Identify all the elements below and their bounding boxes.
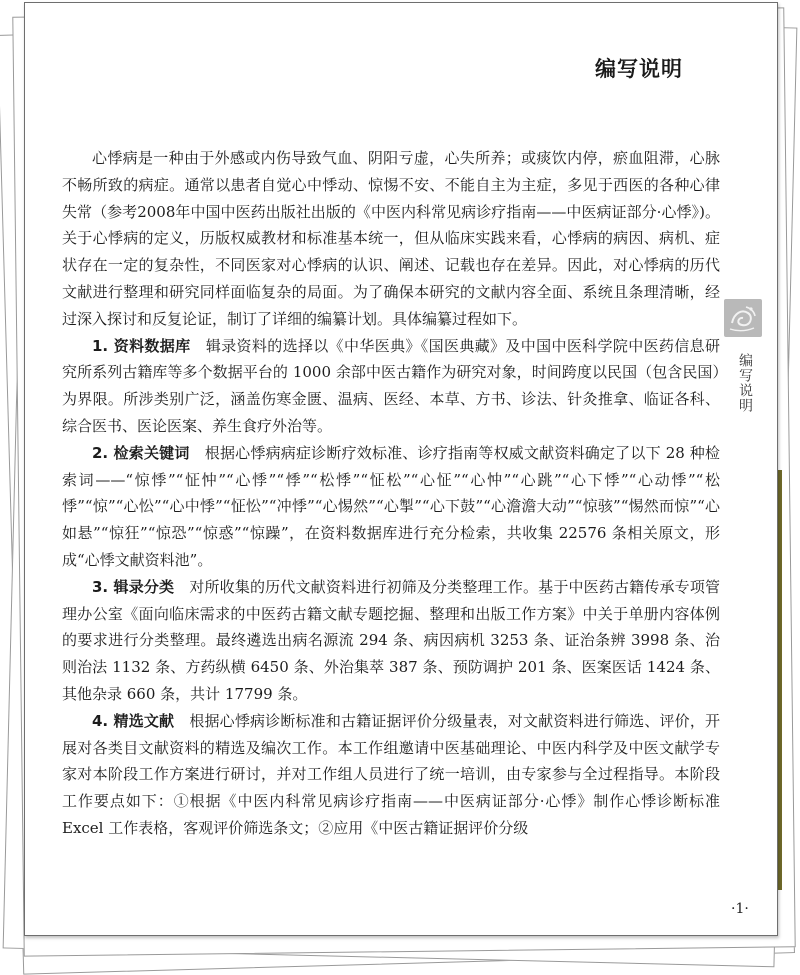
page-title: 编写说明 <box>595 57 683 81</box>
document-page <box>24 2 778 936</box>
page-number: ·1· <box>731 901 749 917</box>
paragraph-database <box>62 333 720 440</box>
body-text <box>62 145 720 842</box>
paragraph-heading: 1. 资料数据库 <box>92 336 191 355</box>
paragraph-classification <box>62 574 720 708</box>
paragraph-text: 根据心悸病诊断标准和古籍证据评价分级量表，对文献资料进行筛选、评价，开展对各类目文献资料的精选及编次工作。本工作组邀请中医基础理论、中医内科学及中医文献学专家对本阶段工作方案进行研讨，并对工作组人员进行了统一培训，由专家参与全过程指导。本阶段工作要点如下：①根据《中医内科常见病诊疗指南——中医病证部分·心悸》制作心悸诊断标准 Excel 工作表格，客观评价筛选条文；②应用《中医古籍证据评价分级 <box>62 711 720 837</box>
paragraph-heading: 2. 检索关键词 <box>92 443 190 462</box>
paragraph-text: 根据心悸病病症诊断疗效标准、诊疗指南等权威文献资料确定了以下 28 种检索词——“惊悸”“怔忡”“心悸”“悸”“松悸”“怔松”“心怔”“心忡”“心跳”“心下悸”“心动悸”“松悸”“惊”“心忪”“心中悸”“怔忪”“冲悸”“心惕然”“心掣”“心下鼓”“心澹澹大动”“惊骇”“惕然而惊”“心如悬”“惊狂”“惊恐”“惊惑”“惊躁”，在资料数据库进行充分检索，共收集 22576 条相关原文，形成“心悸文献资料池”。 <box>62 443 720 569</box>
ornament-emblem-icon <box>724 299 762 337</box>
section-side-tab: 编写说明 <box>737 353 753 413</box>
paragraph-keywords <box>62 440 720 574</box>
paragraph-heading: 3. 辑录分类 <box>92 577 175 596</box>
paragraph-text: 辑录资料的选择以《中华医典》《国医典藏》及中国中医科学院中医药信息研究所系列古籍库等多个数据平台的 1000 余部中医古籍作为研究对象，时间跨度以民国（包含民国）为界限。所涉类别广泛，涵盖伤寒金匮、温病、医经、本草、方书、诊法、针灸推拿、临证各科、综合医书、医论医案、养生食疗外治等。 <box>62 336 720 435</box>
paragraph-selection <box>62 708 720 842</box>
paragraph-heading: 4. 精选文献 <box>92 711 175 730</box>
paragraph-intro <box>62 145 720 333</box>
paragraph-text: 心悸病是一种由于外感或内伤导致气血、阴阳亏虚，心失所养；或痰饮内停，瘀血阻滞，心脉不畅所致的病症。通常以患者自觉心中悸动、惊惕不安、不能自主为主症，多见于西医的各种心律失常（参考2008年中国中医药出版社出版的《中医内科常见病诊疗指南——中医病证部分·心悸》)。关于心悸病的定义，历版权威教材和标准基本统一，但从临床实践来看，心悸病的病因、病机、症状存在一定的复杂性，不同医家对心悸病的认识、阐述、记载也存在差异。因此，对心悸病的历代文献进行整理和研究同样面临复杂的局面。为了确保本研究的文献内容全面、系统且条理清晰，经过深入探讨和反复论证，制订了详细的编纂计划。具体编纂过程如下。 <box>62 149 720 328</box>
paragraph-text: 对所收集的历代文献资料进行初筛及分类整理工作。基于中医药古籍传承专项管理办公室《面向临床需求的中医药古籍文献专题挖掘、整理和出版工作方案》中关于单册内容体例的要求进行分类整理。最终遴选出病名源流 294 条、病因病机 3253 条、证治条辨 3998 条、治则治法 1132 条、方药纵横 6450 条、外治集萃 387 条、预防调护 201 条、医案医话 1424 条、其他杂录 660 条，共计 17799 条。 <box>62 577 720 703</box>
